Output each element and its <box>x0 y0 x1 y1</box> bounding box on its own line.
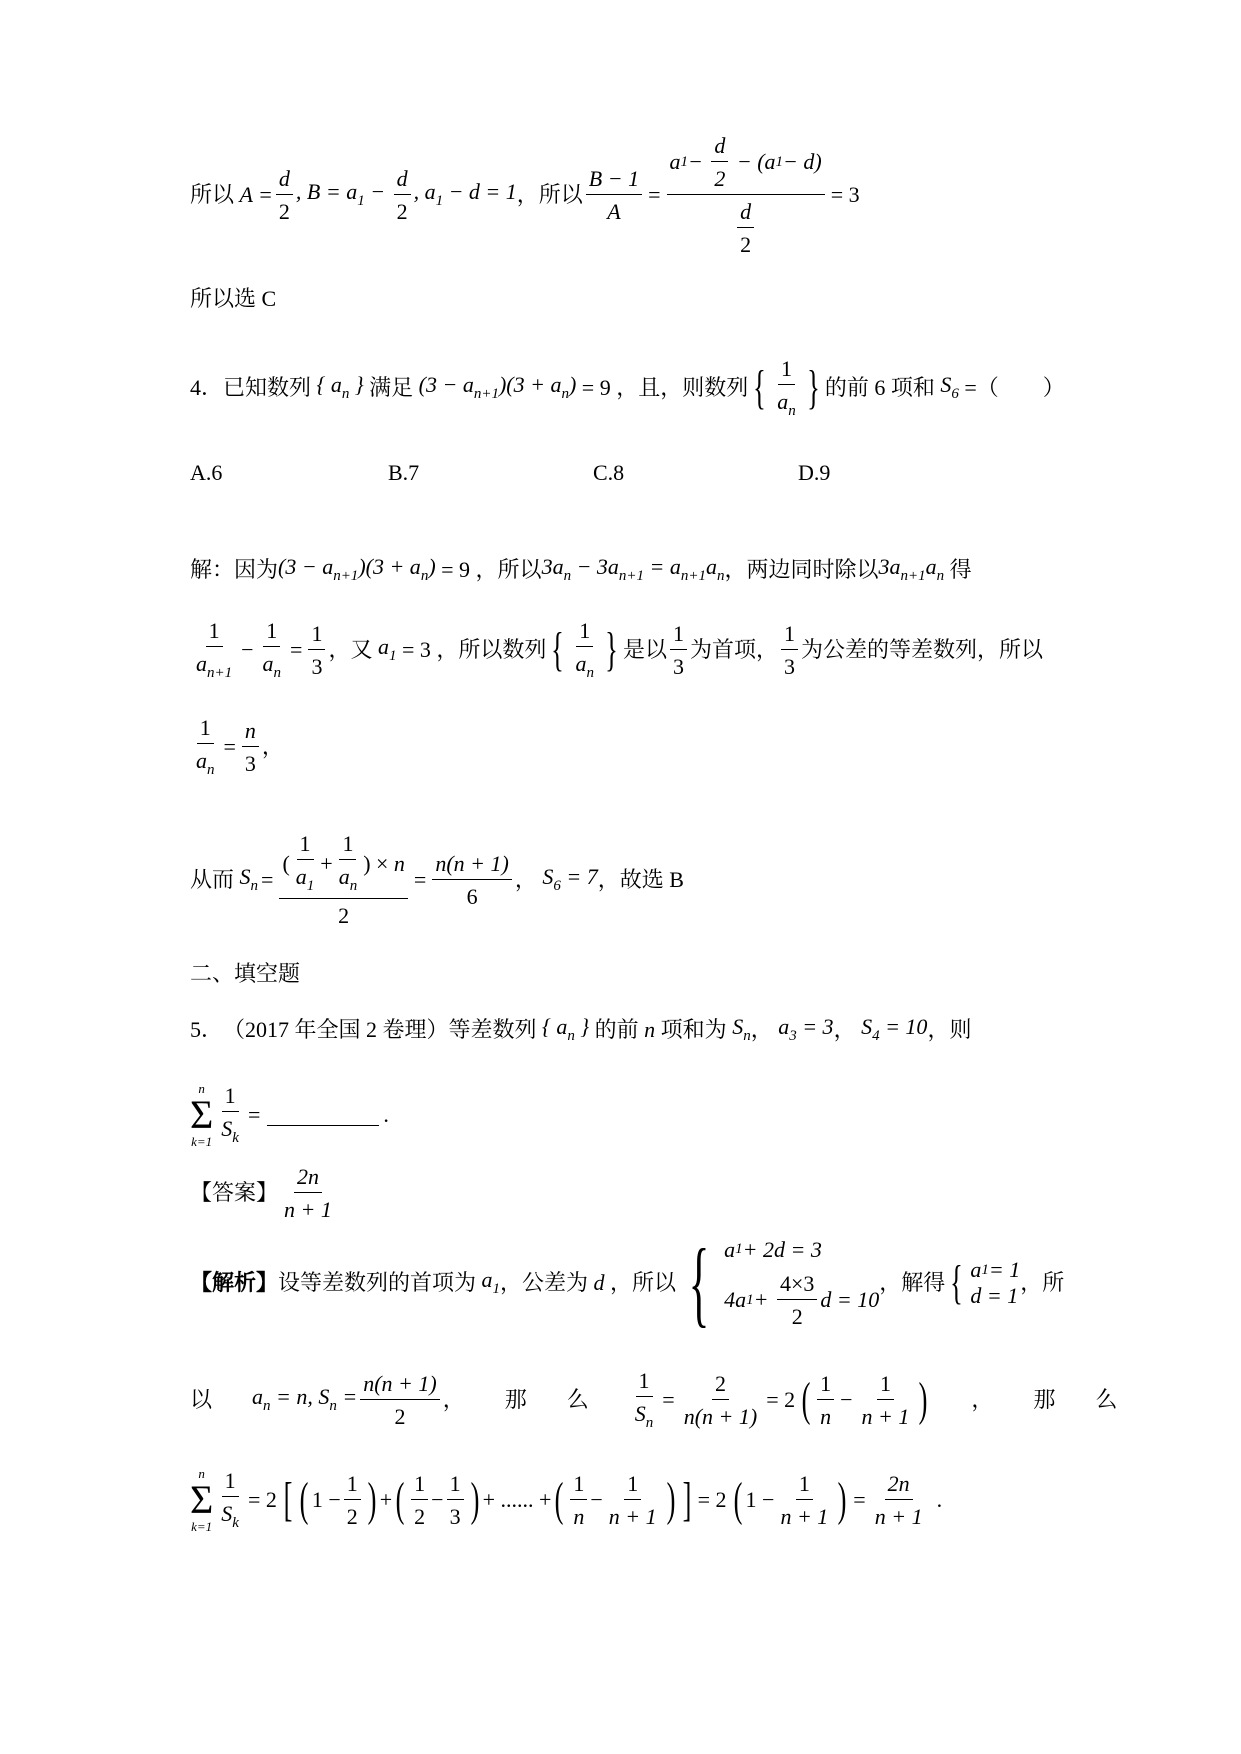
text: 以 <box>190 1387 213 1412</box>
text: 是以 <box>623 637 668 662</box>
formula: { $a_n$ } <box>311 372 370 402</box>
analysis-line-2: 以 $a_n = n$, $S_n$ = $\frac{n(n + 1)}{2}$ ， 那 么 $\frac{1}{S_n}$ = $\frac{2}{n(n + 1)}$ = 2 ( $\frac{1}{n}$ − $\frac{1}{n + 1}$ ) ， 那 么 <box>190 1367 1118 1431</box>
answer-label: 【答案】 <box>190 1180 279 1205</box>
section-title: 二、填空题 <box>190 961 301 986</box>
option-a: A.6 <box>190 460 223 485</box>
text: ， <box>261 734 284 759</box>
text: . <box>383 1102 389 1127</box>
question-5-line-2: n Σ k=1 $\frac{1}{S_k}$ = . <box>190 1081 389 1149</box>
text: 为公差的等差数列，所以 <box>801 637 1044 662</box>
text: 满足 <box>369 375 414 400</box>
answer-line: 【答案】 $\frac{2n}{n + 1}$ <box>190 1163 332 1222</box>
text: ， <box>750 1017 773 1042</box>
text: = 9 ，且，则数列 <box>581 375 749 400</box>
question-4: 4． 已知数列 { $a_n$ } 满足 $(3 - a_{n+1})(3 + a_n)$ = 9 ，且，则数列 { $\frac{1}{a_n}$ } 的前 6 项和 $S_6$ =（ ） <box>190 355 1065 419</box>
text: 所以选 C <box>190 286 277 311</box>
text: 解：因为 <box>190 557 279 582</box>
conclusion-line <box>190 288 276 310</box>
text: 已知数列 <box>223 375 312 400</box>
text: ，故选 B <box>597 867 684 892</box>
formula: $a_1$ <box>372 634 397 664</box>
text: 那 <box>504 1387 527 1412</box>
text: ，则 <box>927 1017 972 1042</box>
formula: , $B = a_1$ − <box>295 179 391 209</box>
analysis-line-3: n Σ k=1 $\frac{1}{S_k}$ = 2 [ ( 1 − $\frac{1}{2}$ ) + ( $\frac{1}{2}$ − $\frac{1}{3}$ ) + ...... + ( $\frac{1}{n}$ − $\frac{1}{n + 1}$ ) ] = 2 ( 1 − $\frac{1}{n + 1}$ ) = $\frac{2n}{n + 1}$ . <box>190 1466 943 1534</box>
option-c: C.8 <box>593 460 625 485</box>
text: = 9 ，所以 <box>441 557 542 582</box>
formula: $3a_{n+1}a_n$ <box>878 554 945 584</box>
text: 5． <box>190 1017 224 1042</box>
text: = 3 <box>830 182 860 207</box>
formula: , $a_1 - d = 1$ <box>413 179 517 209</box>
analysis-line-1: 【解析】 设等差数列的首项为 $a_1$ ，公差为 d ，所以 { a 1 + 2d = 3 4a 1 + $\frac{4\times 3}{2}$ d = 10 ，解得 { a 1 = 1 d = 1 ，所 <box>190 1229 1065 1336</box>
answer-blank <box>267 1105 379 1126</box>
formula: $3a_n - 3a_{n+1} = a_{n+1}a_n$ <box>541 554 725 584</box>
section-heading <box>190 963 300 985</box>
solution-q4-line-2: $\frac{1}{a_{n+1}}$ − $\frac{1}{a_n}$ = $\frac{1}{3}$ ，又 $a_1$ = 3 ，所以数列 { $\frac{1}{a_n}$ } 是以 $\frac{1}{3}$ 为首项， $\frac{1}{3}$ 为公差的等差数列，所以 <box>196 617 1044 681</box>
fraction: $\frac{d}{2}$ <box>394 168 411 223</box>
fraction: a 1 − $\frac{d}{2}$ − (a 1 − d) $\frac{d}{2}$ <box>667 135 825 256</box>
solution-line-1: 所以 A = $\frac{d}{2}$ , $B = a_1$ − $\frac{d}{2}$ , $a_1 - d = 1$ ，所以 $\frac{B - 1}{A}$ = a 1 − $\frac{d}{2}$ − (a 1 − d) $\frac{d}{2}$ = 3 <box>190 132 860 257</box>
formula: A = <box>234 182 273 207</box>
text: ，所以 <box>516 182 583 207</box>
formula: $(3 - a_{n+1})(3 + a_n)$ <box>413 372 582 402</box>
analysis-label: 【解析】 <box>190 1270 279 1295</box>
text: . <box>936 1487 943 1512</box>
text: ， <box>442 1387 465 1412</box>
solution-q4-line-1 <box>190 550 972 590</box>
fraction: $\frac{d}{2}$ <box>276 168 293 223</box>
text: ， <box>833 1017 856 1042</box>
solution-q4-line-4: 从而 $S_n$ = ( $\frac{1}{a_1}$ + $\frac{1}{a_n}$ ) × n 2 = $\frac{n(n + 1)}{6}$ ， $S_6 = 7$ ，故选 B <box>190 831 684 928</box>
text: =（ ） <box>964 375 1065 400</box>
text: 那 <box>1033 1387 1056 1412</box>
question-5: 5． （2017 年全国 2 卷理）等差数列 { $a_n$ } 的前 n 项和为 $S_n$ ， $a_3 = 3$ ， $S_4 = 10$ ，则 <box>190 1014 972 1044</box>
formula: $(3 - a_{n+1})(3 + a_n)$ <box>278 554 442 584</box>
text: = 3 ，所以数列 <box>401 637 547 662</box>
text: ， <box>514 867 537 892</box>
text: 的前 <box>594 1017 639 1042</box>
text: ，又 <box>328 637 373 662</box>
text: 为首项， <box>690 637 779 662</box>
option-d: D.9 <box>798 460 831 485</box>
solution-q4-line-3: $\frac{1}{a_n}$ = $\frac{n}{3}$ ， <box>196 714 284 778</box>
text: 从而 <box>190 867 235 892</box>
text: ，所 <box>1020 1270 1065 1295</box>
text: 么 <box>1095 1387 1118 1412</box>
text: ， <box>971 1387 994 1412</box>
text: 4． <box>190 375 224 400</box>
text: 项和为 <box>660 1017 727 1042</box>
text: 得 <box>949 557 972 582</box>
text: ，公差为 <box>500 1270 589 1295</box>
text: 所以 <box>190 182 235 207</box>
text: （2017 年全国 2 卷理）等差数列 <box>223 1017 537 1042</box>
fraction: $\frac{B - 1}{A}$ <box>586 168 642 223</box>
text: ，所以 <box>610 1270 677 1295</box>
text: ，两边同时除以 <box>724 557 879 582</box>
text: 设等差数列的首项为 <box>278 1270 477 1295</box>
option-b: B.7 <box>388 460 420 485</box>
text: 的前 6 项和 <box>824 375 935 400</box>
text: 么 <box>566 1387 589 1412</box>
formula: $S_6$ <box>934 372 959 402</box>
text: ，解得 <box>879 1270 946 1295</box>
